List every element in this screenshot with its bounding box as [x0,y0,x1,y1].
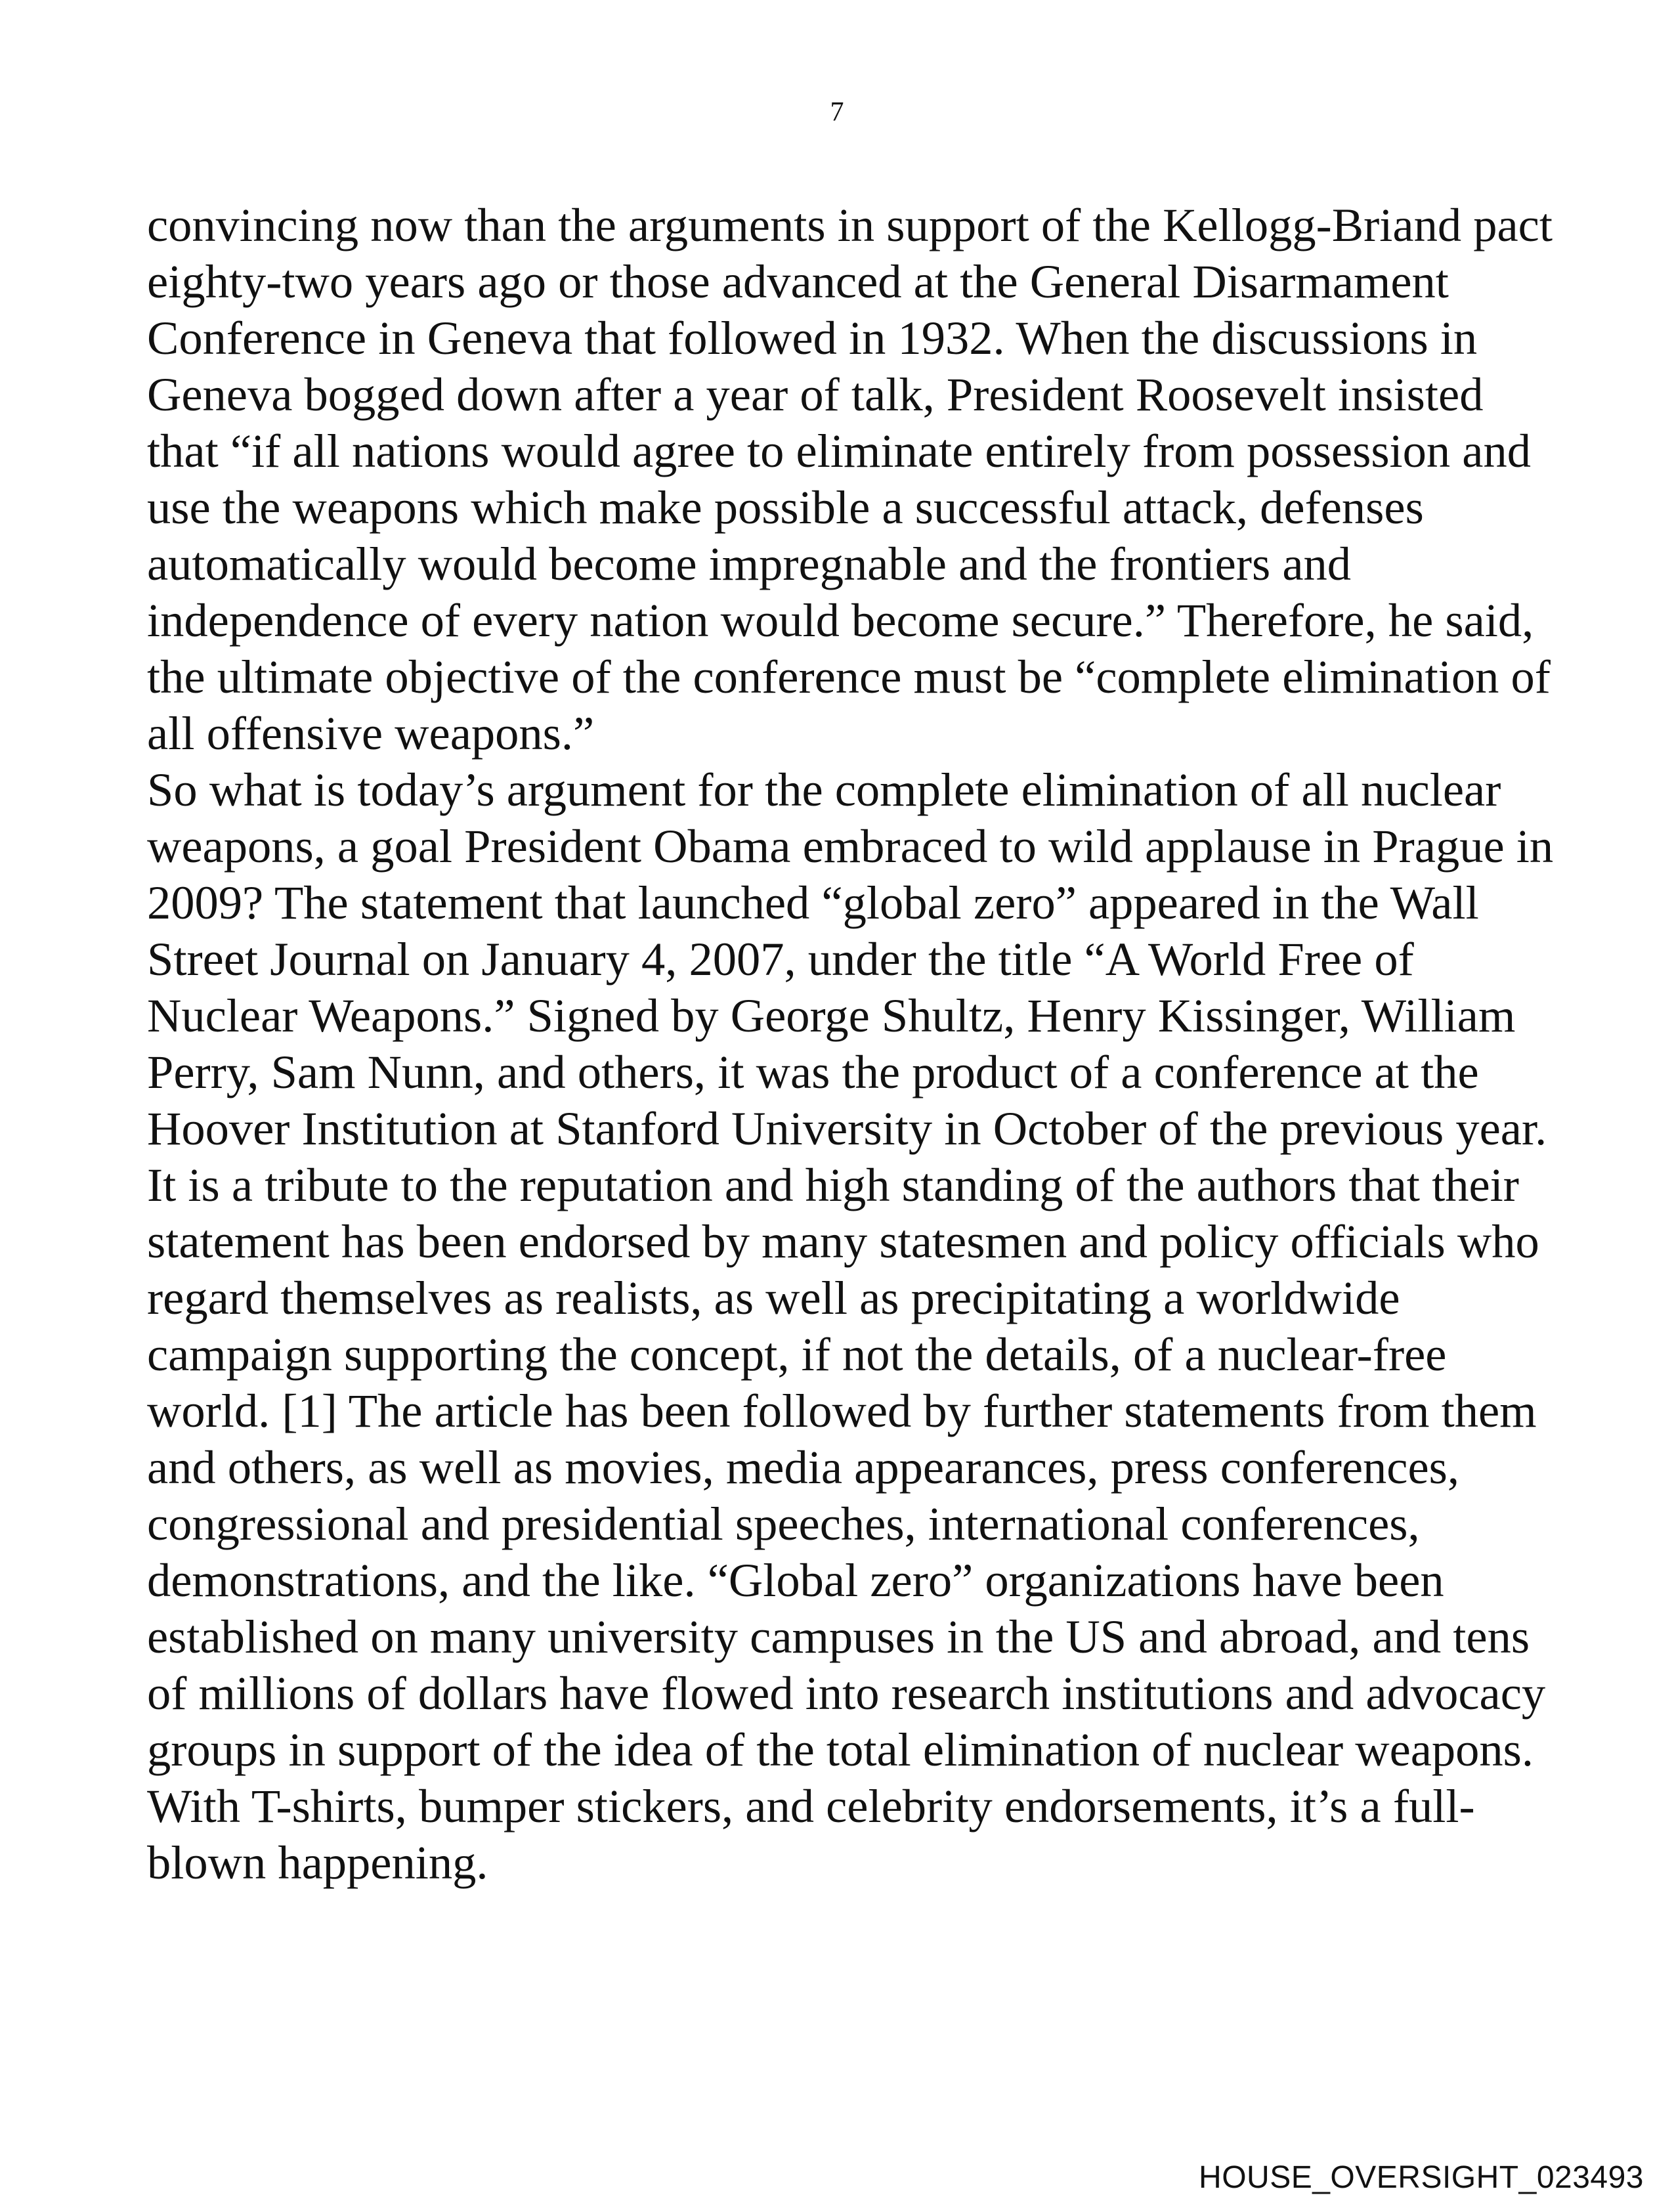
bates-stamp: HOUSE_OVERSIGHT_023493 [1199,2160,1644,2195]
page-number: 7 [830,97,844,127]
paragraph: So what is today’s argument for the complete elimination of all nuclear weapons, a goal President Obama embraced to wild applause in Prague in 2009? The statement that launched “global zero” appeared in the Wall Street Journal on January 4, 2007, under the title “A World Free of Nuclear Weapons.” Signed by George Shultz, Henry Kissinger, William Perry, Sam Nunn, and others, it was the product of a conference at the Hoover Institution at Stanford University in October of the previous year. It is a tribute to the reputation and high standing of the authors that their statement has been endorsed by many statesmen and policy officials who regard themselves as realists, as well as precipitating a worldwide campaign supporting the concept, if not the details, of a nuclear-free world. [1] The article has been followed by further statements from them and others, as well as movies, media appearances, press conferences, congressional and presidential speeches, international conferences, demonstrations, and the like. “Global zero” organizations have been established on many university campuses in the US and abroad, and tens of millions of dollars have flowed into research institutions and advocacy groups in support of the idea of the total elimination of nuclear weapons. With T-shirts, bumper stickers, and celebrity endorsements, it’s a full-blown happening. [147,763,1554,1889]
paragraph: convincing now than the arguments in support of the Kellogg-Briand pact eighty-two years ago or those advanced at the General Disarmament Conference in Geneva that followed in 1932. When the discussions in Geneva bogged down after a year of talk, President Roosevelt insisted that “if all nations would agree to eliminate entirely from possession and use the weapons which make possible a successful attack, defenses automatically would become impregnable and the frontiers and independence of every nation would become secure.” Therefore, he said, the ultimate objective of the conference must be “complete elimination of all offensive weapons.” [147,198,1553,760]
body-text [147,197,1558,1891]
